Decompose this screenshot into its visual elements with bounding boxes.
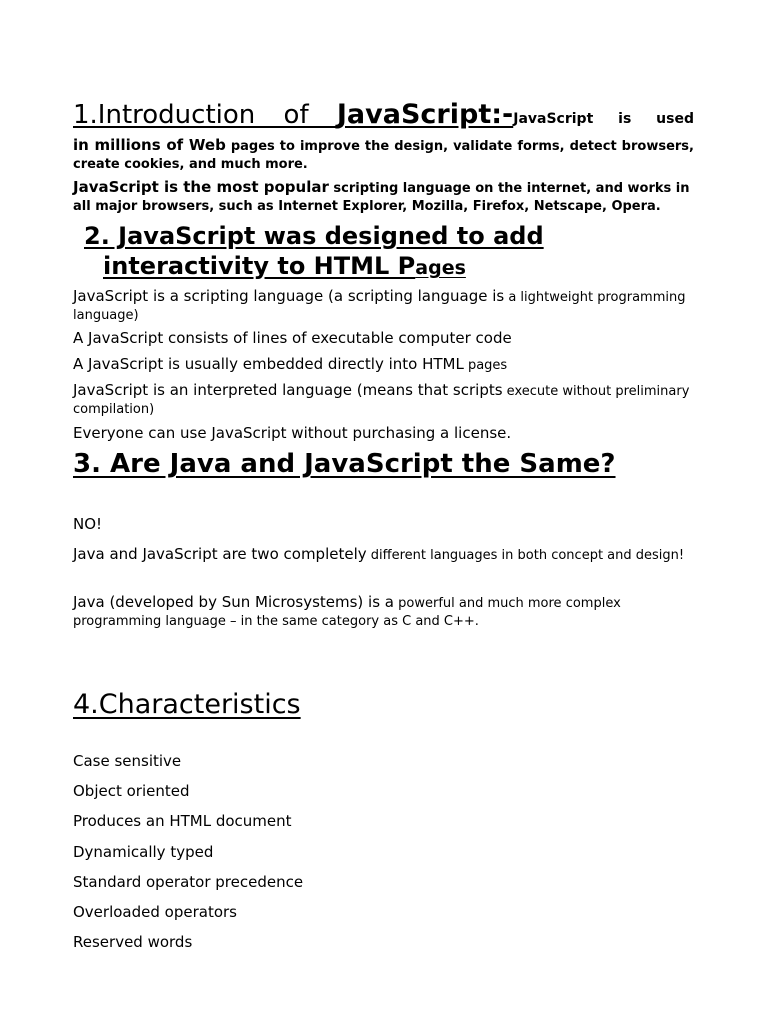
section-2-item: Everyone can use JavaScript without purchasing a license. [73,424,512,442]
section-2-item: A JavaScript consists of lines of executable computer code [73,329,512,347]
characteristics-list [73,750,303,961]
list-item: Standard operator precedence [73,872,304,891]
section-3-item: Java and JavaScript are two completely different languages in both concept and design! [73,545,685,563]
section-1-intro-text: in millions of Web pages to improve the design, validate forms, detect browsers, create cookies, and much more. [73,136,694,172]
section-1-lead-text: JavaScript is used [513,111,694,127]
section-1-heading-line [73,98,694,136]
list-item: Produces an HTML document [73,812,292,831]
section-3-item: Java (developed by Sun Microsystems) is a powerful and much more complex programming language – in the same category as C and C++. [73,593,621,629]
section-1 [73,98,694,174]
section-2-item: JavaScript is an interpreted language (means that scripts execute without preliminary compilation) [73,381,690,417]
section-2-title: 2. JavaScript was designed to add interactivity to HTML Pages [84,222,544,280]
section-4-title: 4.Characteristics [73,689,301,720]
section-2-item: A JavaScript is usually embedded directly into HTML pages [73,355,508,373]
section-3-answer: NO! [73,515,103,533]
list-item: Case sensitive [73,752,182,770]
list-item: Reserved words [73,933,193,952]
section-1-title: 1.Introduction of JavaScript:- [73,99,514,130]
list-item: Object oriented [73,782,190,801]
list-item: Overloaded operators [73,902,237,921]
section-3-title: 3. Are Java and JavaScript the Same? [73,449,616,479]
section-1-paragraph: JavaScript is the most popular scripting language on the internet, and works in all major browsers, such as Internet Explorer, Mozilla, Firefox, Netscape, Opera. [73,178,690,214]
list-item: Dynamically typed [73,842,214,861]
section-2-item: JavaScript is a scripting language (a scripting language is a lightweight programming language) [73,287,686,323]
